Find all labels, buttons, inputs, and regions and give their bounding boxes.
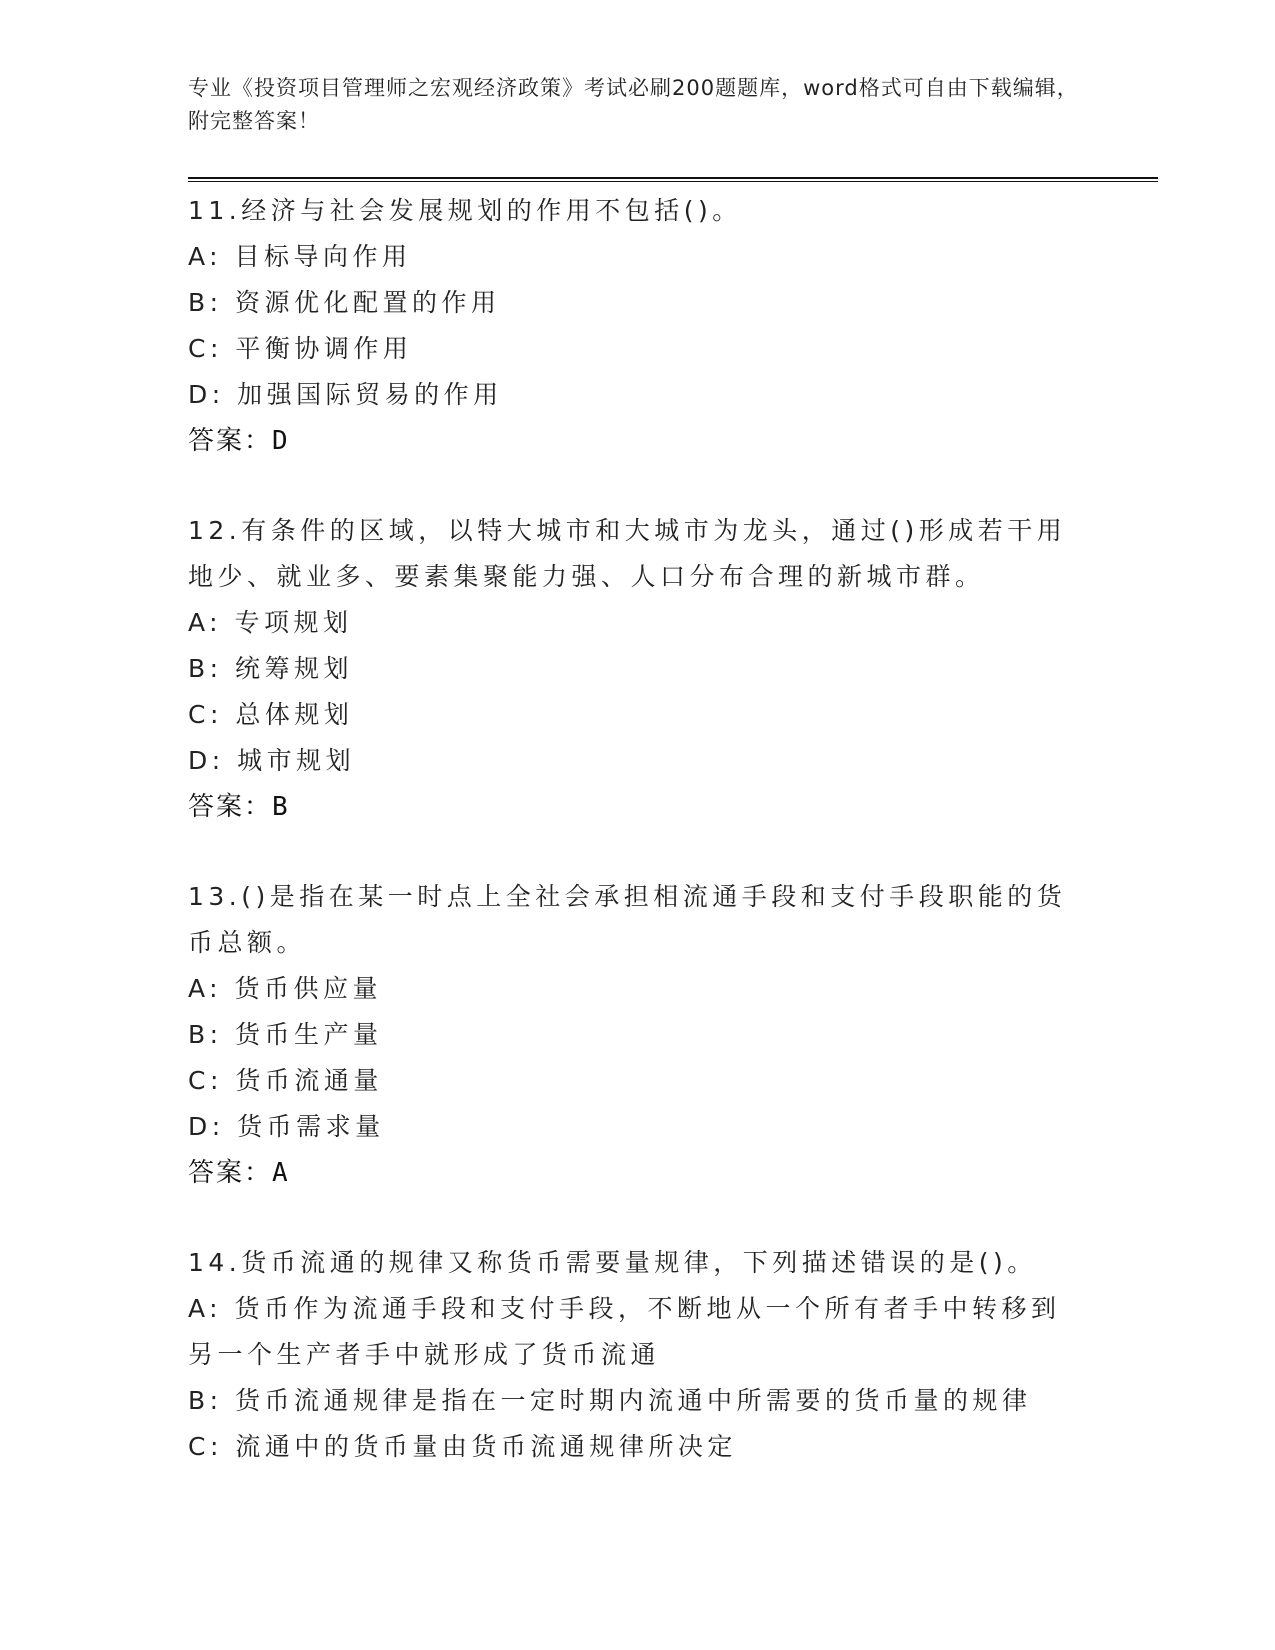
answer-line [188,784,1088,830]
answer-prefix: 答案： [188,426,273,456]
option-c: C: 总体规划 [188,700,354,729]
question-item [188,874,1088,1196]
question-item [188,188,1088,464]
question-stem: 11.经济与社会发展规划的作用不包括()。 [188,196,742,225]
option-c: C: 平衡协调作用 [188,334,413,363]
question-item [188,508,1088,830]
option-b: B: 资源优化配置的作用 [188,288,501,317]
option-b: B: 统筹规划 [188,654,354,683]
answer-value: A [272,1158,290,1188]
option-a: A: 货币作为流通手段和支付手段，不断地从一个所有者手中转移到另一个生产者手中就形成了货币流通 [188,1294,1061,1369]
question-item [188,1240,1088,1470]
answer-prefix: 答案： [188,792,273,822]
document-header: 专业《投资项目管理师之宏观经济政策》考试必刷200题题库，word格式可自由下载编辑，附完整答案！ [188,76,1079,133]
option-d: D: 货币需求量 [188,1112,385,1141]
question-stem: 13.()是指在某一时点上全社会承担相流通手段和支付手段职能的货币总额。 [188,882,1067,957]
answer-line [188,418,1088,464]
option-a: A: 目标导向作用 [188,242,412,271]
option-b: B: 货币流通规律是指在一定时期内流通中所需要的货币量的规律 [188,1386,1032,1415]
option-a: A: 专项规划 [188,608,353,637]
question-list [188,188,1088,1470]
option-a: A: 货币供应量 [188,974,383,1003]
question-stem: 12.有条件的区域，以特大城市和大城市为龙头，通过()形成若干用地少、就业多、要素集聚能力强、人口分布合理的新城市群。 [188,516,1067,591]
answer-value: B [272,792,290,822]
option-b: B: 货币生产量 [188,1020,383,1049]
answer-value: D [272,426,290,456]
answer-prefix: 答案： [188,1158,273,1188]
option-d: D: 城市规划 [188,746,356,775]
question-stem: 14.货币流通的规律又称货币需要量规律，下列描述错误的是()。 [188,1248,1037,1277]
answer-line [188,1150,1088,1196]
header-divider [188,177,1158,182]
option-c: C: 货币流通量 [188,1066,383,1095]
option-d: D: 加强国际贸易的作用 [188,380,503,409]
option-c: C: 流通中的货币量由货币流通规律所决定 [188,1432,737,1461]
